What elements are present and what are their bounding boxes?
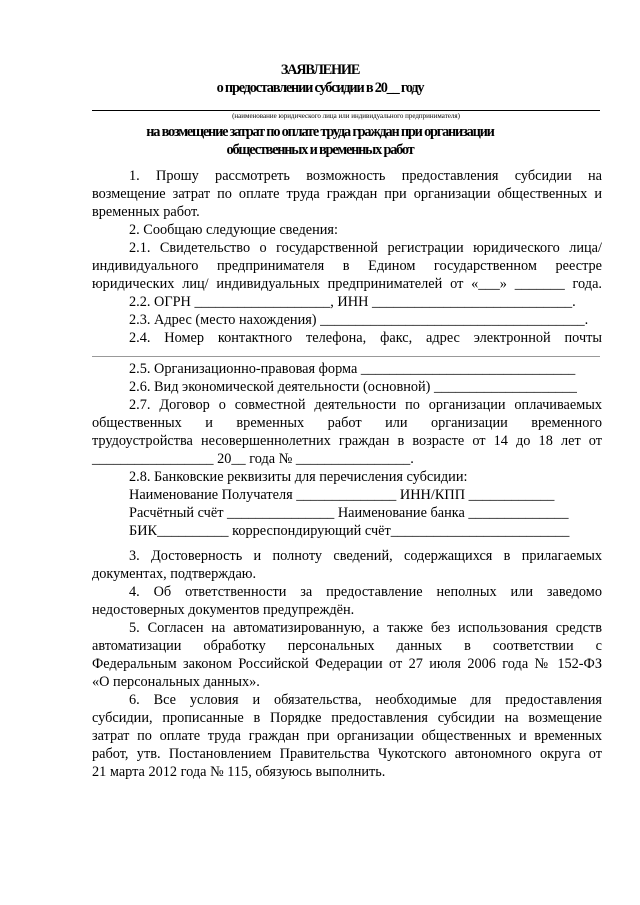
- paragraph-6-line-5: 21 марта 2012 года № 115, обязуюсь выполнить.: [92, 764, 386, 780]
- paragraph-6-line-1: 6. Все условия и обязательства, необходимые для предоставления: [129, 692, 602, 708]
- paragraph-5-line-4: «О персональных данных».: [92, 674, 260, 690]
- paragraph-5-line-2: автоматизации обработку персональных данных в соответствии с: [92, 638, 602, 654]
- paragraph-3-line-2: документах, подтверждаю.: [92, 566, 257, 582]
- paragraph-2: 2. Сообщаю следующие сведения:: [129, 222, 338, 238]
- paragraph-2-4: 2.4. Номер контактного телефона, факс, адрес электронной почты: [129, 330, 602, 346]
- paragraph-6-line-2: субсидии, прописанные в Порядке предоставления субсидии на возмещение: [92, 710, 602, 726]
- paragraph-1-line-1: 1. Прошу рассмотреть возможность предоставления субсидии на: [129, 168, 602, 184]
- purpose-line-1: на возмещение затрат по оплате труда граждан при организации: [146, 124, 494, 140]
- paragraph-3-line-1: 3. Достоверность и полноту сведений, содержащихся в прилагаемых: [129, 548, 602, 564]
- paragraph-4-line-2: недостоверных документов предупреждён.: [92, 602, 355, 618]
- bank-bik-line: БИК__________ корреспондирующий счёт_________________________: [129, 523, 570, 539]
- paragraph-2-7-line-1: 2.7. Договор о совместной деятельности по организации оплачиваемых: [129, 397, 602, 413]
- applicant-name-line: [92, 110, 600, 111]
- applicant-caption: (наименование юридического лица или индивидуального предпринимателя): [232, 112, 460, 120]
- bank-account-line: Расчётный счёт _______________ Наименование банка ______________: [129, 505, 569, 521]
- paragraph-6-line-4: работ, утв. Постановлением Правительства Чукотского автономного округа от: [92, 746, 602, 762]
- paragraph-2-1-line-3: юридических лиц/ индивидуальных предпринимателей от «___» _______ года.: [92, 276, 602, 292]
- contact-fill-line: [92, 356, 600, 357]
- bank-recipient-line: Наименование Получателя ______________ ИНН/КПП ____________: [129, 487, 555, 503]
- paragraph-2-6: 2.6. Вид экономической деятельности (основной) ____________________: [129, 379, 577, 395]
- paragraph-2-3: 2.3. Адрес (место нахождения) _____________________________________.: [129, 312, 589, 328]
- paragraph-1-line-2: возмещение затрат по оплате труда граждан при организации общественных и: [92, 186, 602, 202]
- document-title: ЗАЯВЛЕНИЕ: [280, 62, 360, 78]
- paragraph-2-2: 2.2. ОГРН ___________________, ИНН ____________________________.: [129, 294, 576, 310]
- paragraph-2-7-line-2: общественных и временных работ или организации временного: [92, 415, 602, 431]
- document-subtitle: о предоставлении субсидии в 20__ году: [216, 80, 424, 96]
- paragraph-2-1-line-1: 2.1. Свидетельство о государственной регистрации юридического лица/: [129, 240, 602, 256]
- paragraph-2-8: 2.8. Банковские реквизиты для перечисления субсидии:: [129, 469, 468, 485]
- paragraph-2-5: 2.5. Организационно-правовая форма ______________________________: [129, 361, 576, 377]
- paragraph-2-7-line-3: трудоустройства несовершеннолетних граждан в возрасте от 14 до 18 лет от: [92, 433, 602, 449]
- paragraph-5-line-1: 5. Согласен на автоматизированную, а также без использования средств: [129, 620, 602, 636]
- paragraph-2-7-line-4: _________________ 20__ года № ________________.: [92, 451, 414, 467]
- purpose-line-2: общественных и временных работ: [226, 142, 414, 158]
- paragraph-5-line-3: Федеральным законом Российской Федерации от 27 июля 2006 года № 152-ФЗ: [92, 656, 602, 672]
- paragraph-1-line-3: временных работ.: [92, 204, 200, 220]
- paragraph-6-line-3: затрат по оплате труда граждан при организации общественных и временных: [92, 728, 602, 744]
- paragraph-2-1-line-2: индивидуального предпринимателя в Едином государственном реестре: [92, 258, 602, 274]
- paragraph-4-line-1: 4. Об ответственности за предоставление неполных или заведомо: [129, 584, 602, 600]
